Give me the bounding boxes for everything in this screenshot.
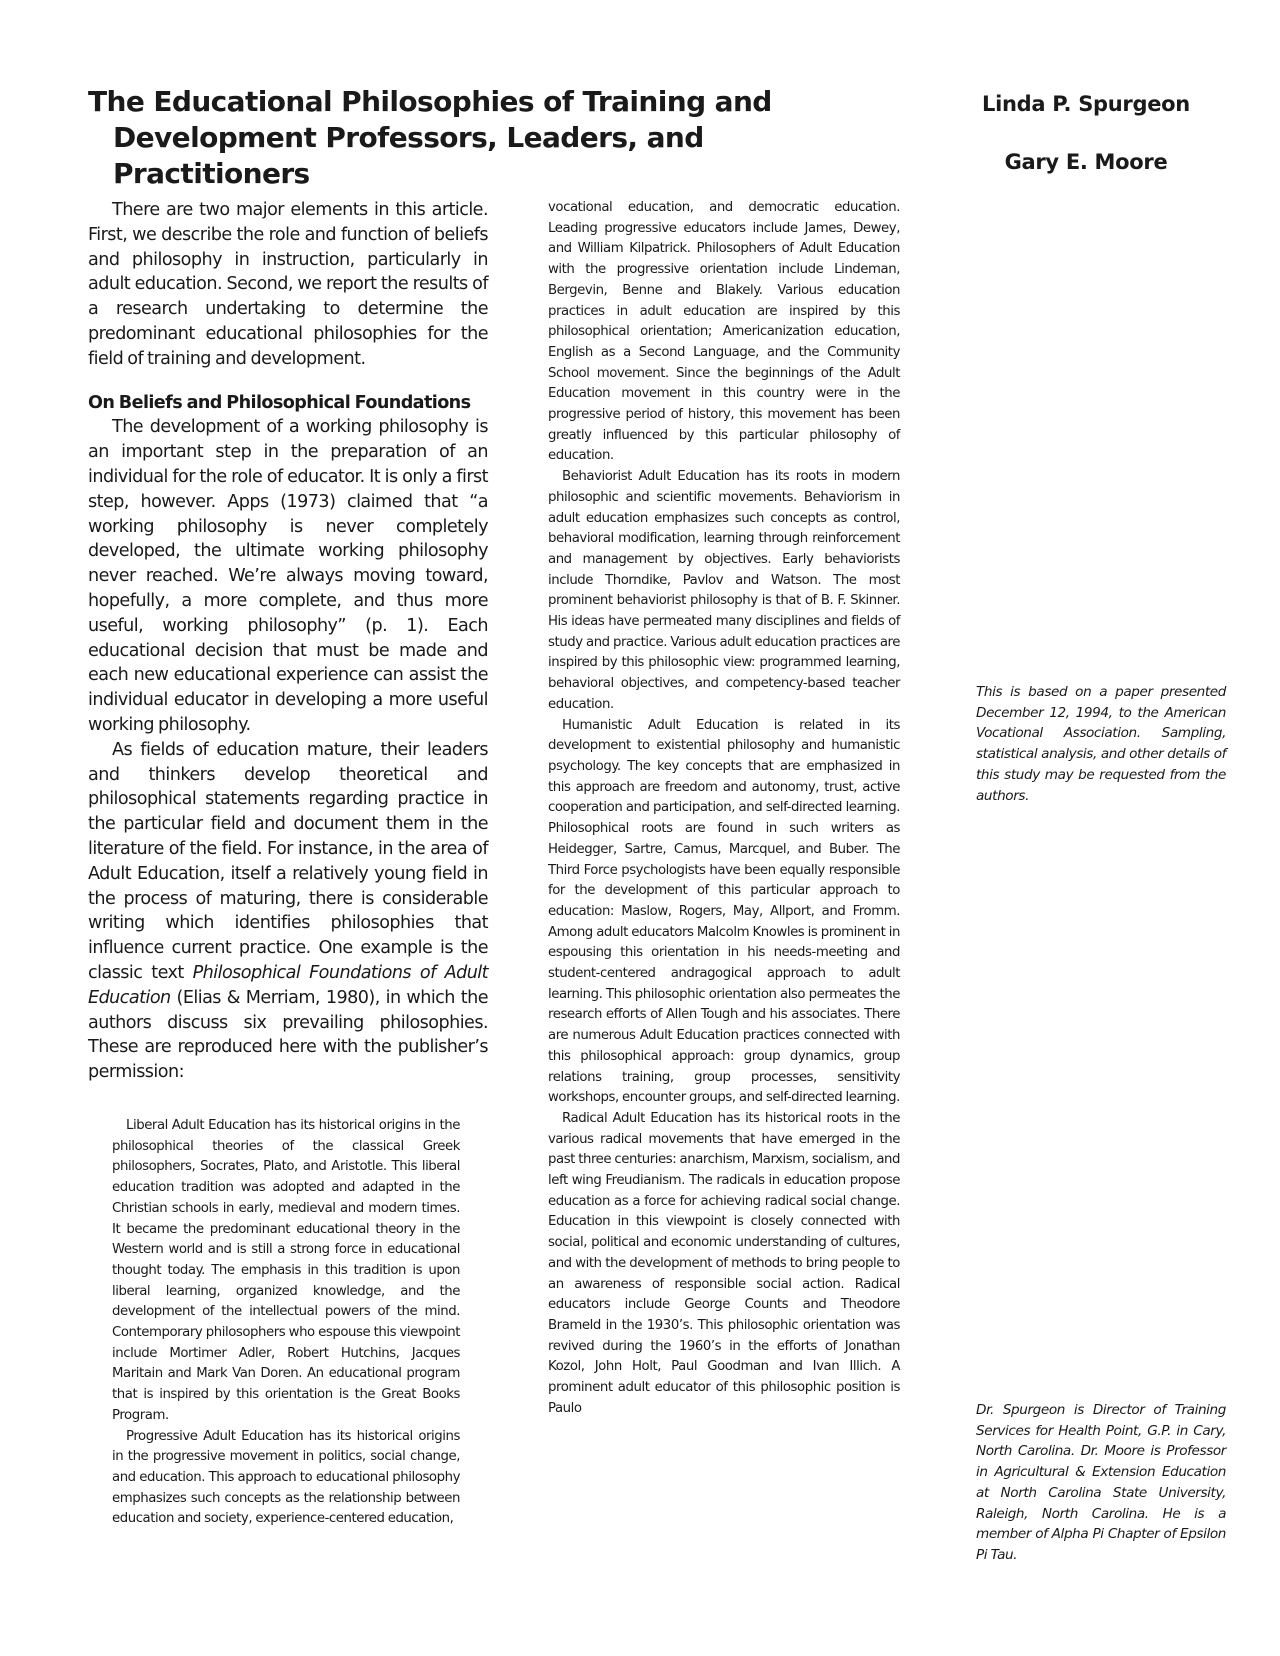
- left-column: [88, 198, 488, 1085]
- section-heading: On Beliefs and Philosophical Foundations: [88, 392, 471, 413]
- intro-paragraph: There are two major elements in this article. First, we describe the role and function of beliefs and philosophy in instruction, particularly in adult education. Second, we report the results of a research undertaking to determine the predominant educational philosophies for the field of training and development.: [88, 200, 488, 369]
- quote-progressive-start: Progressive Adult Education has its historical origins in the progressive movement in politics, social change, and education. This approach to educational philosophy emphasizes such concepts as the relationship between education and society, experience-centered education,: [112, 1428, 460, 1527]
- author-bio: Dr. Spurgeon is Director of Training Services for Health Point, G.P. in Cary, North Carolina. Dr. Moore is Professor in Agricultural & Extension Education at North Carolina State University, Raleigh, North Carolina. He is a member of Alpha Pi Chapter of Epsilon Pi Tau.: [976, 1402, 1226, 1563]
- quote-humanistic: Humanistic Adult Education is related in its development to existential philosophy and humanistic psychology. The key concepts that are emphasized in this approach are freedom and autonomy, trust, active cooperation and participation, and self-directed learning. Philosophical roots are found in such writers as Heidegger, Sartre, Camus, Marcquel, and Buber. The Third Force psychologists have been equally responsible for the development of this particular approach to education: Maslow, Rogers, May, Allport, and Fromm. Among adult educators Malcolm Knowles is prominent in espousing this orientation in his needs-meeting and student-centered andragogical approach to adult learning. This philosophic orientation also permeates the research efforts of Allen Tough and his associates. There are numerous Adult Education practices connected with this philosophical approach: group dynamics, group relations training, group processes, sensitivity workshops, encounter groups, and self-directed learning.: [548, 717, 900, 1106]
- author-name-2: Gary E. Moore: [1004, 150, 1168, 174]
- body-paragraph-2-start: As fields of education mature, their leaders and thinkers develop theoretical and philosophical statements regarding practice in the particular field and document them in the literature of the field. For instance, in the area of Adult Education, itself a relatively young field in the process of maturing, there is considerable writing which identifies philosophies that influence current practice. One example is the classic text: [88, 739, 488, 983]
- block-quote-left: [112, 1116, 460, 1530]
- author-name-1: Linda P. Spurgeon: [982, 92, 1190, 116]
- block-quote-middle: [548, 198, 900, 1419]
- quote-radical: Radical Adult Education has its historical roots in the various radical movements that have emerged in the past three centuries: anarchism, Marxism, socialism, and left wing Freudianism. The radicals in education propose education as a force for achieving radical social change. Education in this viewpoint is closely connected with social, political and economic understanding of cultures, and with the development of methods to bring people to an awareness of responsible social action. Radical educators include George Counts and Theodore Brameld in the 1930’s. This philosophic orientation was revived during the 1960’s in the efforts of Jonathan Kozol, John Holt, Paul Goodman and Ivan Illich. A prominent adult educator of this philosophic position is Paulo: [548, 1110, 900, 1416]
- quote-behaviorist: Behaviorist Adult Education has its roots in modern philosophic and scientific movements. Behaviorism in adult education emphasizes such concepts as control, behavioral modification, learning through reinforcement and management by objectives. Early behaviorists include Thorndike, Pavlov and Watson. The most prominent behaviorist philosophy is that of B. F. Skinner. His ideas have permeated many disciplines and fields of study and practice. Various adult education practices are inspired by this philosophic view: programmed learning, behavioral objectives, and competency-based teacher education.: [548, 469, 900, 712]
- body-paragraph-2: [88, 738, 488, 1085]
- article-title: [88, 84, 888, 192]
- quote-liberal: Liberal Adult Education has its historical origins in the philosophical theories of the classical Greek philosophers, Socrates, Plato, and Aristotle. This liberal education tradition was adopted and adapted in the Christian schools in early, medieval and modern times. It became the predominant educational theory in the Western world and is still a strong force in educational thought today. The emphasis in this tradition is upon liberal learning, organized knowledge, and the development of the intellectual powers of the mind. Contemporary philosophers who espouse this viewpoint include Mortimer Adler, Robert Hutchins, Jacques Maritain and Mark Van Doren. An educational program that is inspired by this orientation is the Great Books Program.: [112, 1118, 460, 1423]
- paper-note: This is based on a paper presented December 12, 1994, to the American Vocational Association. Sampling, statistical analysis, and other details of this study may be requested from the authors.: [976, 684, 1226, 804]
- body-paragraph-1: The development of a working philosophy is an important step in the preparation of an individual for the role of educator. It is only a first step, however. Apps (1973) claimed that “a working philosophy is never completely developed, the ultimate working philosophy never reached. We’re always moving toward, hopefully, a more complete, and thus more useful, working philosophy” (p. 1). Each educational decision that must be made and each new educational experience can assist the individual educator in developing a more useful working philosophy.: [88, 417, 488, 735]
- book-title: Philosophical Foundations of Adult Education: [88, 962, 488, 1008]
- title-line-1: The Educational Philosophies of Training and: [88, 85, 772, 118]
- title-line-2: Development Professors, Leaders, and Practitioners: [113, 121, 704, 190]
- body-paragraph-2-end: (Elias & Merriam, 1980), in which the authors discuss six prevailing philosophies. These are reproduced here with the publisher’s permission:: [88, 987, 488, 1083]
- quote-progressive-continued: vocational education, and democratic education. Leading progressive educators include James, Dewey, and William Kilpatrick. Philosophers of Adult Education with the progressive orientation include Lindeman, Bergevin, Benne and Blakely. Various education practices in adult education are inspired by this philosophical orientation; Americanization education, English as a Second Language, and the Community School movement. Since the beginnings of the Adult Education movement in this country were in the progressive period of history, this movement has been greatly influenced by this particular philosophy of education.: [548, 200, 900, 464]
